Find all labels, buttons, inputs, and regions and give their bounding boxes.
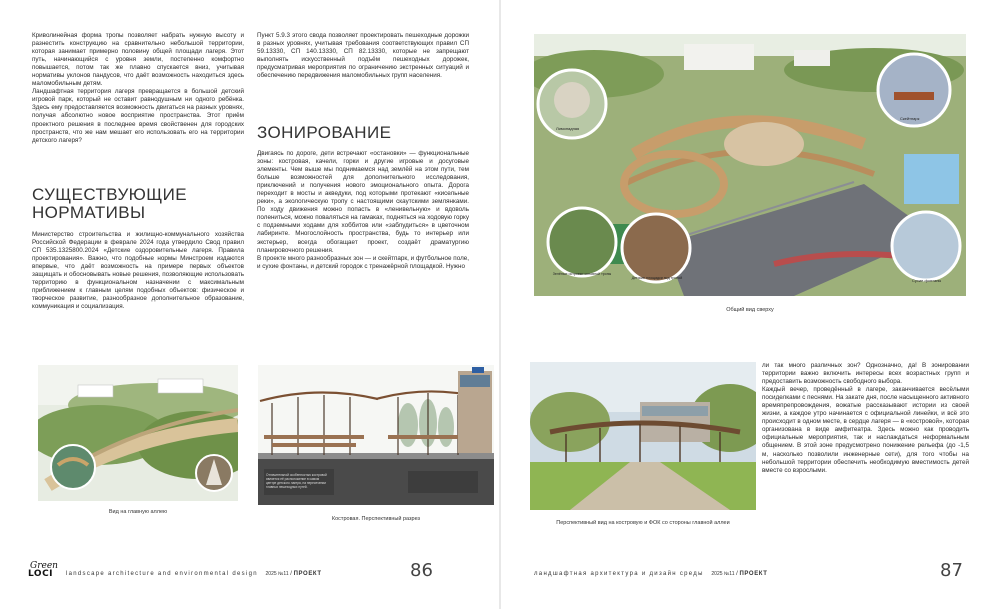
image-main-alley [38,365,238,501]
paragraph: ли так много различных зон? Однозначно, да! В зонировании территории важно включить интересы всех возрастных групп и предоставить возможность свободного выбора. [762,362,969,386]
magazine-logo: Green LOCI [28,561,58,579]
right-page [500,0,1000,609]
aerial-label-dry-fountains: Сухие фонтаны [912,278,942,283]
paragraph: В проекте много разнообразных зон — и скейтпарк, и футбольное поле, и сухие фонтаны, и детский городок с тренажёрной площадкой. Нужно [257,254,469,270]
page-number-right: 87 [940,560,963,581]
caption-perspective: Перспективный вид на костровую и ФОК со стороны главной аллеи [556,520,730,526]
paragraph: Каждый вечер, проведённый в лагере, заканчивается весёлыми посиделками с песнями. На закате дня, после насыщенного активного времяпрепровождения, вожатые рассказывают истории из своей жизни, а каждое утро начинается с официальной линейки, и всё это происходит в одном месте, в сердце лагеря — в «костровой», которая организована в виде амфитеатра. Здесь можно как проводить официальные мероприятия, так и наслаждаться неформальным общением. В этой зоне предусмотрено понижение рельефа (до -1,5 м, насколько позволили инженерные сети), для того чтобы на небольшой территории обеспечить необходимую вместимость детей вместе со взрослыми. [762,386,969,474]
aerial-label-skatepark: Скейтпарк [900,116,920,121]
paragraph: Криволинейная форма тропы позволяет набрать нужную высоту и разнестить конструкцию на сравнительно небольшой территории, которая занимает примерно половину общей площади лагеря. Этот путь, начинающийся с уровня земли, постепенно комфортно повышается, потом так же плавно спускается вниз, учитывая нормативы уклонов пандусов, что даёт возможность находиться здесь маломобильным детям. [32,32,244,88]
right-footer [534,566,834,582]
image-aerial-view [534,34,966,296]
caption-aerial-view: Общий вид сверху [726,307,774,313]
section-panel-text: Отличительной особенностью костровой является её расположение в самом центре детского лагеря, на пересечении главных пешеходных путей. [266,473,327,489]
footer-section-tag: ПРОЕКТ [293,571,322,577]
alley-illustration [38,365,238,501]
heading-norms: СУЩЕСТВУЮЩИЕ НОРМАТИВЫ [32,185,187,222]
image-perspective-bonfire [530,362,756,510]
footer-magazine-title: ландшафтная архитектура и дизайн среды [534,571,704,577]
left-col1-intro [32,32,244,145]
aerial-illustration [534,34,966,296]
left-footer [66,566,396,582]
perspective-illustration [530,362,756,510]
image-bonfire-section [258,365,494,505]
left-col2-zoning [257,150,469,271]
left-col1-norms [32,231,244,311]
caption-bonfire-section: Костровая. Перспективный разрез [331,516,421,522]
footer-section-tag: ПРОЕКТ [739,571,768,577]
page-number-left: 86 [410,560,433,581]
footer-separator: / [290,571,294,577]
footer-magazine-title: landscape architecture and environmental design [66,571,258,577]
aerial-label-green-islands: Зелёные островки основной тропы [552,272,612,276]
footer-issue: 2025 №11 [265,571,289,577]
right-col-body [762,362,969,475]
left-col2-top [257,32,469,80]
caption-main-alley: Вид на главную аллею [108,509,168,515]
heading-zoning: ЗОНИРОВАНИЕ [257,123,392,142]
paragraph: Министерство строительства и жилищно-коммунального хозяйства Российской Федерации в феврале 2024 года утвердило Свод правил СП 535.1325800.2024 «Детские оздоровительные лагеря. Правила проектирования». Важно, что подобные нормы Минстроем издаются впервые, что даёт возможность на примере первых объектов защищать и обосновывать новые решения, позволяющие использовать территорию в функциональном назначении с максимальным приближением к главным целям подобных объектов: физическое и творческое развитие, разнообразное дополнительное образование, коммуникация и социализация. [32,231,244,311]
paragraph: Пункт 5.9.3 этого свода позволяет проектировать пешеходные дорожки в разных уровнях, учитывая требования соответствующих правил СП 59.13330, СП 140.13330, СП 82.13330, которые не запрещают выполнять искусственный подъём пешеходных дорожек, предусматривая мероприятия по ограничению экстренных ситуаций и обеспечению передвижения маломобильных групп населения. [257,32,469,80]
footer-issue: 2025 №11 [711,571,735,577]
aerial-label-lemonade: Лимонадная [556,126,580,131]
paragraph: Двигаясь по дороге, дети встречают «остановки» — функциональные зоны: костровая, качели, горки и другие игровые и досуговые элементы. Чем выше мы поднимаемся над землёй на этом пути, тем больше возможностей для дополнительного исследования, приключений и получения нового эмоционального опыта. Дорога переходит в мосты и акведуки, под которыми протекают «кисельные реки», а экологическую тропу с настоящими скаутскими землянками. По ходу движения можно попасть в «ленивельную» и вдоволь полениться, можно поваляться на гамаках, подняться на ходовую горку с подземными ходами для хоббитов или «заблудиться» в цветочном лабиринте. Многослойность пространства, будь то интерьер или экстерьер, всегда обогащает проект, создаёт драматургию планировочного решения. [257,150,469,254]
footer-separator: / [736,571,740,577]
aerial-label-playgrounds: Детские площадки под тропой [631,276,683,280]
paragraph: Ландшафтная территория лагеря превращается в большой детский игровой парк, который не оставит равнодушным ни одного ребёнка. Здесь ему предоставляется возможность двигаться на разных уровнях, получая абсолютно новое восприятие пространства. Этот приём проектного решения в последнее время свойственен для городских пространств, что же нам мешает его использовать его на территории детского лагеря? [32,88,244,144]
